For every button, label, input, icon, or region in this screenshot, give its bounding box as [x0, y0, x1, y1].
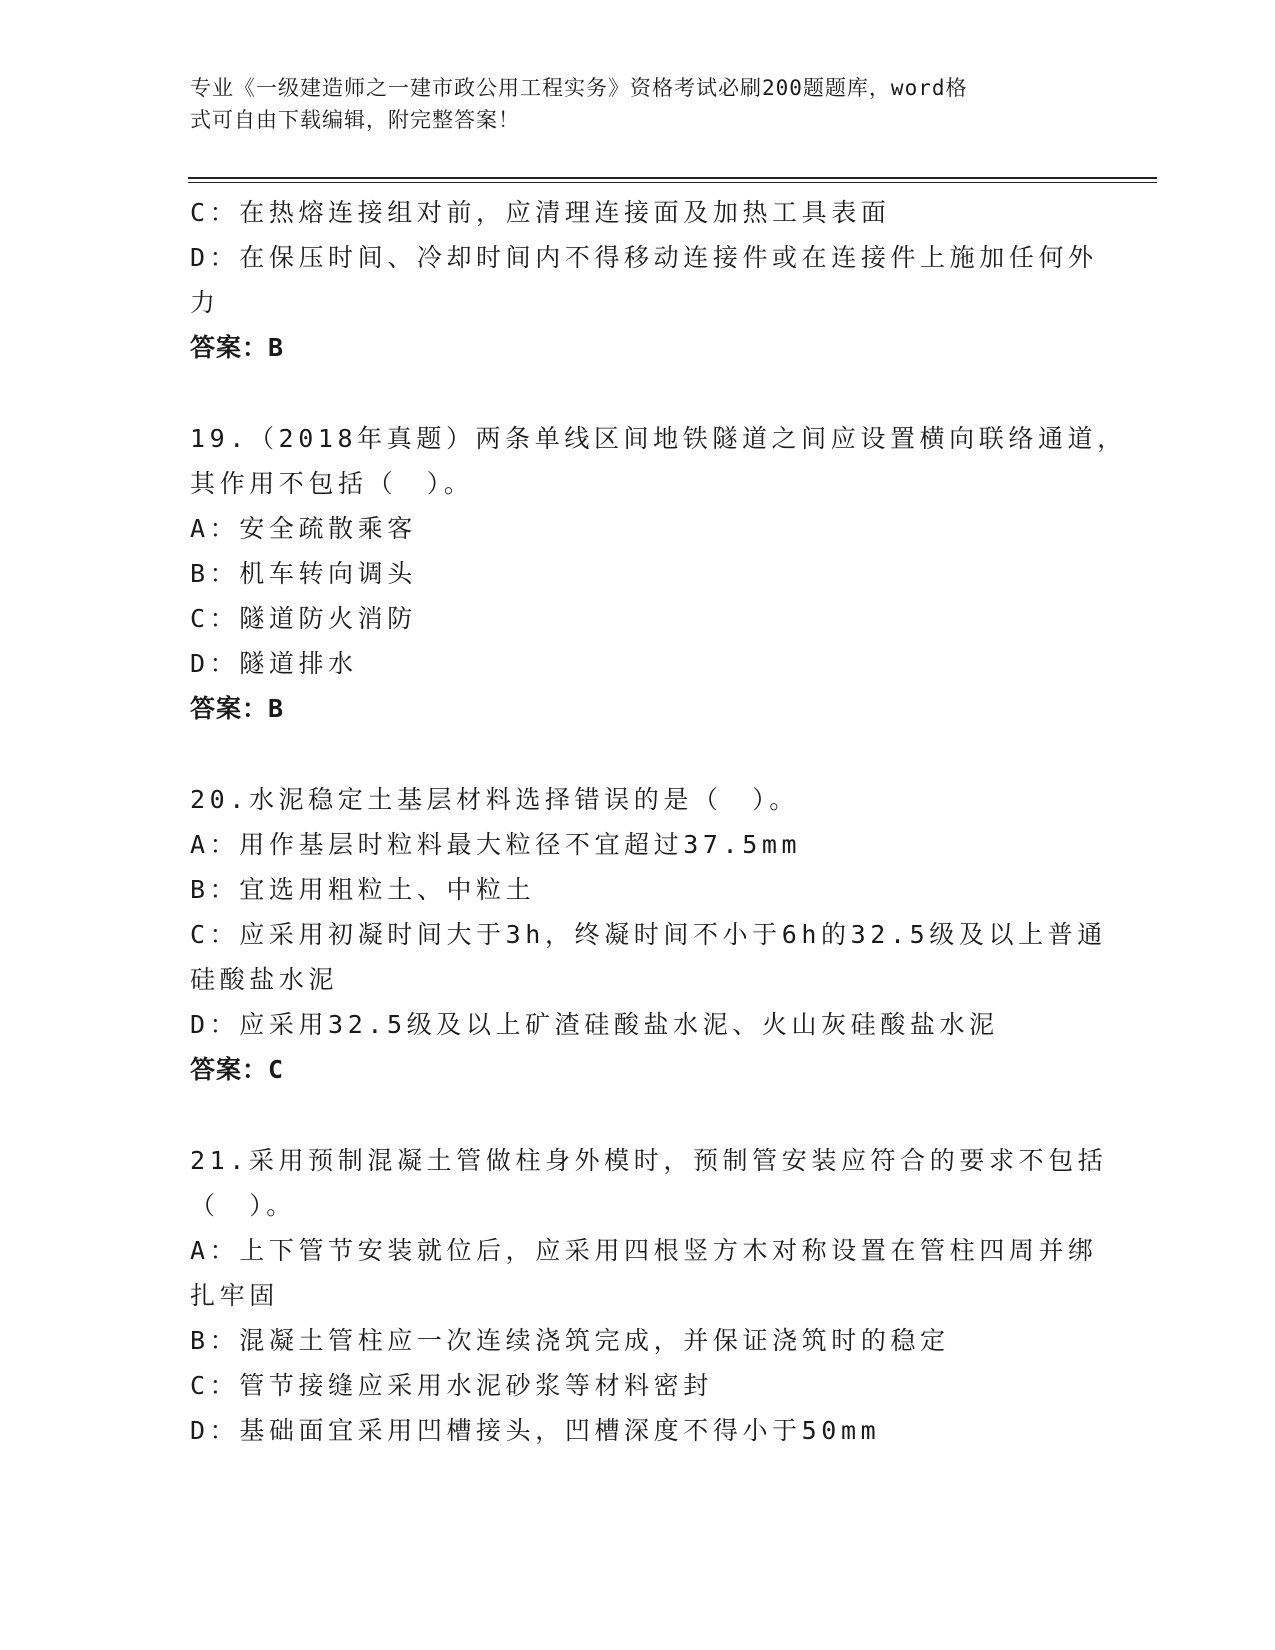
header-divider	[188, 177, 1157, 179]
option-c: C：在热熔连接组对前，应清理连接面及加热工具表面	[190, 198, 891, 227]
question-stem-continued: 其作用不包括（ ）。	[190, 469, 474, 498]
option-c: C：管节接缝应采用水泥砂浆等材料密封	[190, 1371, 713, 1400]
option-d: D：在保压时间、冷却时间内不得移动连接件或在连接件上施加任何外	[190, 243, 1098, 272]
question-list	[190, 190, 1127, 1453]
option-a-continued: 扎牢固	[190, 1281, 279, 1310]
header-line-1: 专业《一级建造师之一建市政公用工程实务》资格考试必刷200题题库，word格	[190, 76, 968, 100]
document-header	[190, 72, 1090, 136]
question-stem: 19.（2018年真题）两条单线区间地铁隧道之间应设置横向联络通道，	[190, 424, 1127, 453]
option-a: A：用作基层时粒料最大粒径不宜超过37.5mm	[190, 830, 802, 859]
answer: 答案：B	[190, 333, 285, 362]
header-line-2: 式可自由下载编辑，附完整答案！	[190, 108, 520, 132]
option-a: A：安全疏散乘客	[190, 514, 417, 543]
option-d-continued: 力	[190, 288, 220, 317]
header-divider-thin	[188, 182, 1157, 183]
question-stem: 21.采用预制混凝土管做柱身外模时，预制管安装应符合的要求不包括	[190, 1146, 1108, 1175]
option-b: B：宜选用粗粒土、中粒土	[190, 875, 536, 904]
question-stem-continued: （ ）。	[190, 1191, 296, 1220]
option-d: D：基础面宜采用凹槽接头，凹槽深度不得小于50mm	[190, 1416, 881, 1445]
option-c: C：应采用初凝时间大于3h，终凝时间不小于6h的32.5级及以上普通	[190, 920, 1107, 949]
option-a: A：上下管节安装就位后，应采用四根竖方木对称设置在管柱四周并绑	[190, 1236, 1098, 1265]
question-20	[190, 777, 1107, 1093]
option-d: D：应采用32.5级及以上矿渣硅酸盐水泥、火山灰硅酸盐水泥	[190, 1010, 999, 1039]
question-stem: 20.水泥稳定土基层材料选择错误的是（ ）。	[190, 785, 799, 814]
option-c-continued: 硅酸盐水泥	[190, 965, 339, 994]
question-19	[190, 416, 1127, 732]
question-21	[190, 1138, 1108, 1453]
option-d: D：隧道排水	[190, 649, 358, 678]
answer: 答案：B	[190, 694, 285, 723]
option-b: B：混凝土管柱应一次连续浇筑完成，并保证浇筑时的稳定	[190, 1326, 950, 1355]
question-18	[190, 190, 1098, 371]
option-c: C：隧道防火消防	[190, 604, 417, 633]
option-b: B：机车转向调头	[190, 559, 417, 588]
answer: 答案：C	[190, 1055, 285, 1084]
